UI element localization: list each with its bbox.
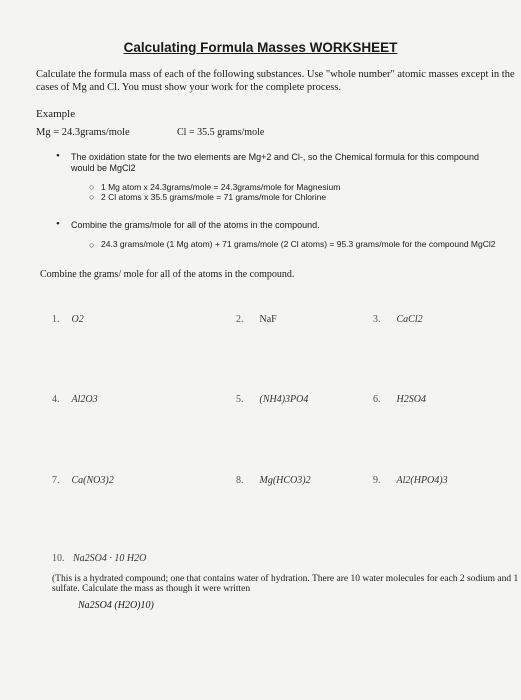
bullet-oxidation-state: The oxidation state for the two elements are Mg+2 and Cl-, so the Chemical formula for this compound would be MgCl2 [71, 152, 479, 173]
problem-number: 10. [52, 553, 65, 564]
instructions: Calculate the formula mass of each of the following substances. Use "whole number" atomic masses except in the cases of Mg and Cl. You must show your work for the complete process. [36, 69, 515, 93]
problem-1 [52, 309, 84, 327]
problem-number: 3. [373, 314, 381, 325]
problem-formula: Na2SO4 · 10 H2O [73, 553, 147, 564]
problem-number: 8. [236, 475, 244, 486]
problem-7 [52, 470, 114, 488]
cl-value: Cl = 35.5 grams/mole [177, 127, 265, 138]
problem-number: 9. [373, 475, 381, 486]
problem-formula: Mg(HCO3)2 [259, 475, 311, 486]
problem-2 [236, 309, 277, 327]
problem-formula: (NH4)3PO4 [259, 394, 309, 405]
problem-number: 4. [52, 394, 60, 405]
sub-bullet-mg: 1 Mg atom x 24.3grams/mole = 24.3grams/mole for Magnesium [101, 182, 341, 192]
problem-9 [373, 470, 448, 488]
problem-formula: CaCl2 [396, 314, 423, 325]
bullet-icon: • [56, 218, 60, 230]
problem-3 [373, 309, 423, 327]
sub-bullet-total: 24.3 grams/mole (1 Mg atom) + 71 grams/mole (2 Cl atoms) = 95.3 grams/mole for the compound MgCl2 [101, 239, 496, 249]
example-label: Example [36, 108, 76, 120]
problem-number: 5. [236, 394, 244, 405]
bullet-combine: Combine the grams/mole for all of the atoms in the compound. [71, 220, 320, 230]
problem-number: 6. [373, 394, 381, 405]
problem-8 [236, 470, 311, 488]
sub-bullet-cl: 2 Cl atoms x 35.5 grams/mole = 71 grams/mole for Chlorine [101, 192, 327, 202]
problem-10-rewrite: Na2SO4 (H2O)10) [78, 600, 154, 611]
circle-bullet-icon: ○ ○ [89, 182, 95, 202]
problem-formula: O2 [71, 314, 84, 325]
problem-number: 1. [52, 314, 60, 325]
sub-bullet-calculation [101, 182, 340, 202]
combine-instruction: Combine the grams/ mole for all of the atoms in the compound. [40, 269, 295, 280]
problem-formula: H2SO4 [396, 394, 426, 405]
problem-formula: Al2(HPO4)3 [396, 475, 448, 486]
circle-bullet-icon: ○ [89, 240, 95, 250]
problem-10-note: (This is a hydrated compound; one that contains water of hydration. There are 10 water molecules for each 2 sodium and 1 sulfate. Calculate the mass as though it were written [52, 574, 519, 594]
problem-4 [52, 389, 98, 407]
problem-6 [373, 389, 426, 407]
problem-number: 2. [236, 314, 244, 325]
problem-formula: Ca(NO3)2 [71, 475, 114, 486]
problem-formula: Al2O3 [71, 394, 98, 405]
problem-10 [52, 553, 146, 564]
bullet-icon: • [56, 150, 60, 162]
page-title: Calculating Formula Masses WORKSHEET [123, 40, 398, 55]
mg-value: Mg = 24.3grams/mole [36, 127, 130, 138]
problem-5 [236, 389, 308, 407]
problem-formula: NaF [259, 314, 277, 325]
problem-number: 7. [52, 475, 60, 486]
